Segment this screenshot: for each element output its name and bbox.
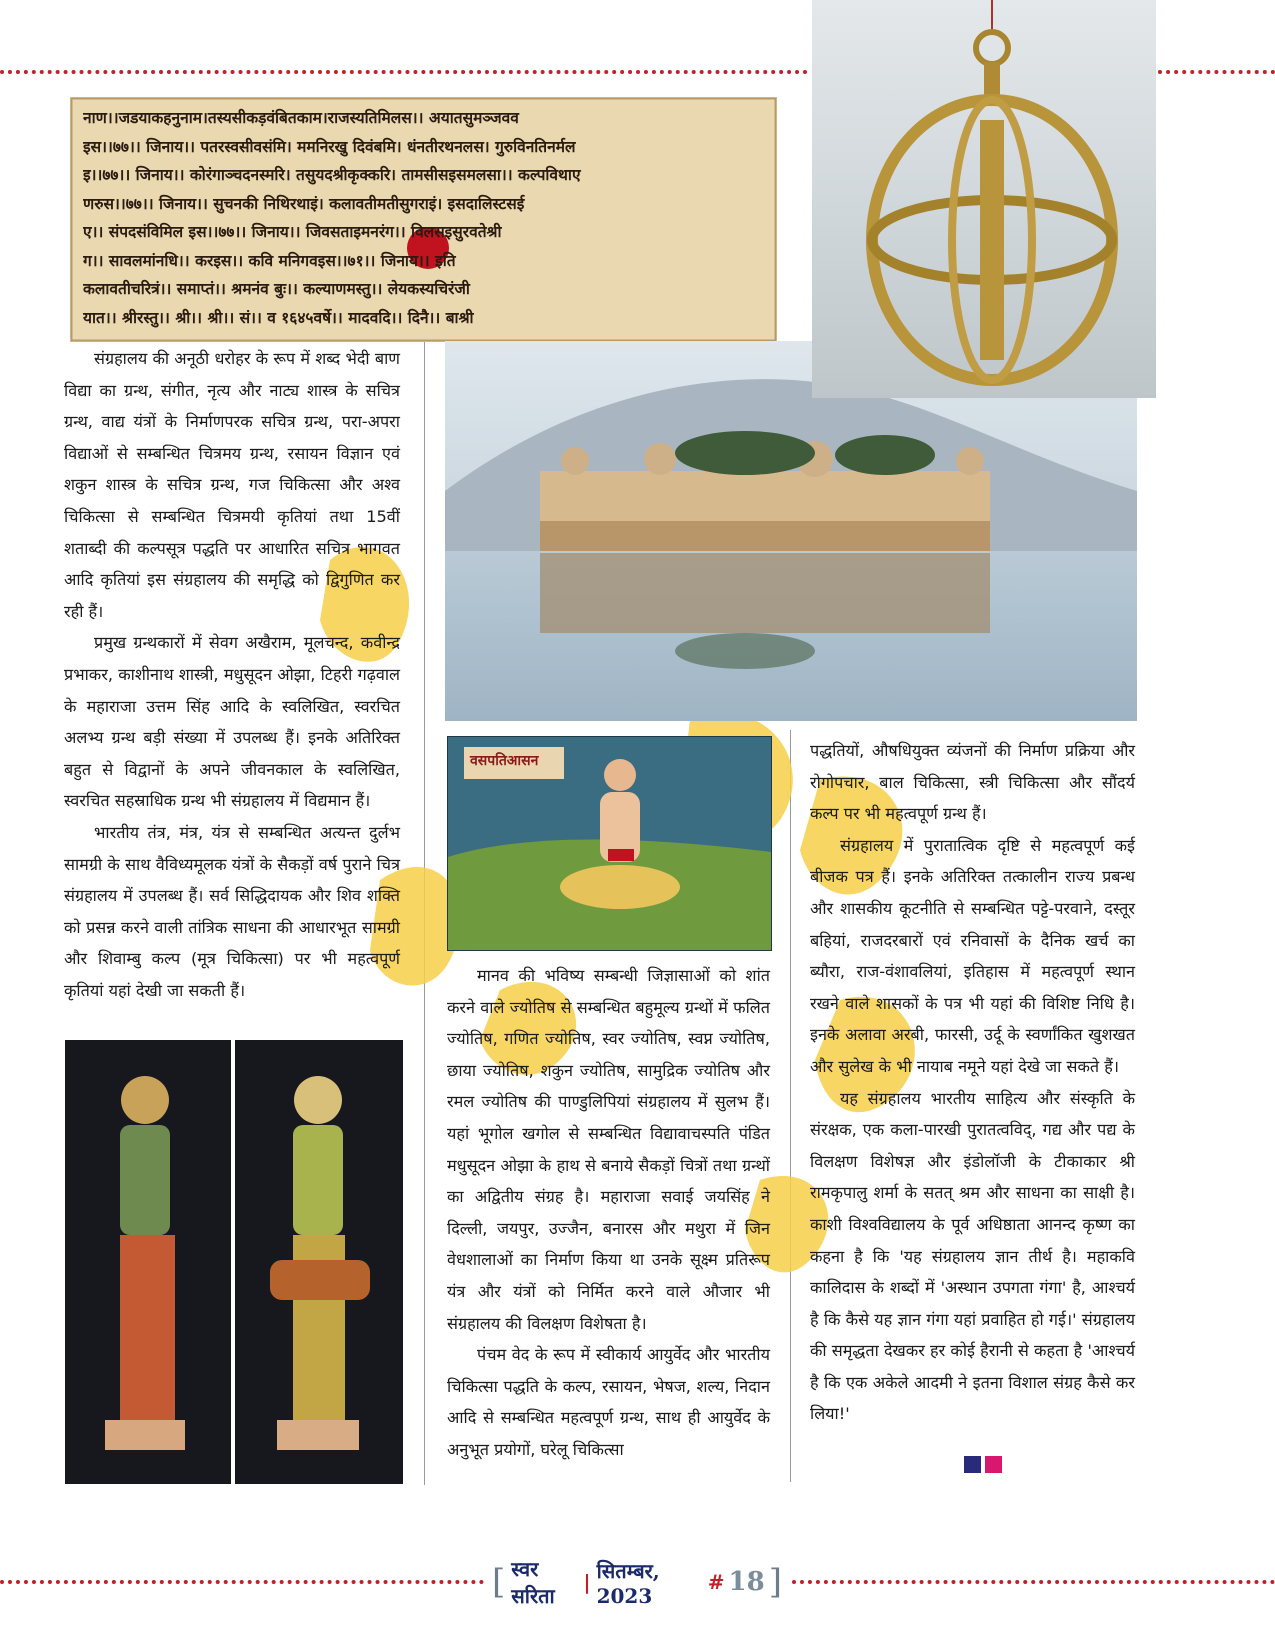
bracket-close-icon: ] [768,1562,782,1602]
manuscript-line: इस।।७७।। जिनाय।। पतरस्वसीवसंमि। ममनिरखु दिवंबमि। धंनतीरथनलस। गुरुविनतिनर्मल [83,137,576,156]
manuscript-line: कलावतीचरित्रं।। समाप्तं।। श्रमनंव बुः।। कल्याणमस्तु।। लेयकस्यचिरंजी [83,280,470,298]
page-number: 18 [728,1567,765,1597]
manuscript-text [83,104,763,332]
jal-mahal-photo [445,341,1137,721]
separator-bar-icon: | [583,1570,591,1594]
manuscript-image [70,97,777,342]
left-column-text [64,343,400,1006]
bracket-open-icon: [ [492,1562,506,1602]
issue-date: सितम्बर, 2023 [596,1558,660,1608]
manuscript-line: ए।। संपदसंविमिल इस।।७७।। जिनाय।। जिवसताइमनरंग।। विलसइसुरवतेश्री [83,223,502,241]
manuscript-line: णरुस।।७७।। जिनाय।। सुचनकी निथिरथाइं। कलावतीमतीसुगराइं। इसदालिस्टसई [83,194,525,213]
magazine-name: स्वर सरिता [511,1557,555,1608]
painting-label: वसपतिआसन [470,753,539,769]
hash-symbol: # [707,1570,725,1594]
paragraph: संग्रहालय की अनूठी धरोहर के रूप में शब्द भेदी बाण विद्या का ग्रन्थ, संगीत, नृत्य और नाट्य शास्त्र के सचित्र ग्रन्थ, वाद्य यंत्रों के निर्माणपरक सचित्र ग्रन्थ, परा-अपरा विद्याओं से सम्बन्धित चित्रमय ग्रन्थ, रसायन विज्ञान एवं शकुन शास्त्र के सचित्र ग्रन्थ, गज चिकित्सा और अश्व चिकित्सा से सम्बन्धित चित्रमयी कृतियां तथा 15वीं शताब्दी की कल्पसूत्र पद्धति पर आधारित सचित्र भागवत आदि कृतियां इस संग्रहालय की समृद्धि को द्विगुणित कर रही हैं। [64,349,400,621]
yogi-painting [447,736,772,951]
manuscript-line: यात।। श्रीरस्तु।। श्री।। श्री।। सं।। व १६४५वर्षे।। मादवदि।। दिनै।। बाश्री [83,308,474,327]
manuscript-line: नाण।।जडयाकहनुनाम।तस्यसीकड़वंबितकाम।राजस्यतिमिलस।। अयातसुमञ्जवव [83,109,519,127]
paragraph: भारतीय तंत्र, मंत्र, यंत्र से सम्बन्धित अत्यन्त दुर्लभ सामग्री के साथ वैविध्यमूलक यंत्रों के सैकड़ों वर्ष पुराने चित्र संग्रहालय में उपलब्ध हैं। सर्व सिद्धिदायक और शिव शक्ति को प्रसन्न करने वाली तांत्रिक साधना की आधारभूत सामग्री और शिवाम्बु कल्प (मूत्र चिकित्सा) पर भी महत्वपूर्ण कृतियां यहां देखी जा सकती हैं। [64,822,400,1000]
manuscript-line: ग।। सावलमांनधि।। करइस।। कवि मनिगवइस।।७१।। जिनाय।। इति [83,251,456,270]
paragraph: प्रमुख ग्रन्थकारों में सेवग अखैराम, मूलचन्द, कवीन्द्र प्रभाकर, काशीनाथ शास्त्री, मधुसूदन ओझा, टिहरी गढ़वाल के महाराजा उत्तम सिंह आदि के स्वलिखित, स्वरचित अलभ्य ग्रन्थ बड़ी संख्या में उपलब्ध हैं। इनके अतिरिक्त बहुत से विद्वानों के अपने जीवनकाल के स्वलिखित, स्वरचित सहस्राधिक ग्रन्थ भी संग्रहालय में विद्यमान हैं। [64,633,400,811]
paragraph: पद्धतियों, औषधियुक्त व्यंजनों की निर्माण प्रक्रिया और रोगोपचार, बाल चिकित्सा, स्त्री चिकित्सा और सौंदर्य कल्प पर भी महत्वपूर्ण ग्रन्थ हैं। [810,741,1135,824]
puppet-figures-photo [65,1040,403,1484]
right-column-text [810,735,1135,1430]
paragraph: यह संग्रहालय भारतीय साहित्य और संस्कृति के संरक्षक, एक कला-पारखी पुरातत्वविद्, गद्य और पद्य के विलक्षण विशेषज्ञ और इंडोलॉजी के टीकाकार श्री रामकृपालु शर्मा के सतत् श्रम और साधना का साक्षी है। काशी विश्वविद्यालय के पूर्व अधिष्ठाता आनन्द कृष्ण का कहना है कि 'यह संग्रहालय ज्ञान तीर्थ है। महाकवि कालिदास के शब्दों में 'अस्थान उपगता गंगा' है, आश्चर्य है कि कैसे यह ज्ञान गंगा यहां प्रवाहित हो गई।' संग्रहालय की समृद्धता देखकर हर कोई हैरानी से कहता है 'आश्चर्य है कि एक अकेले आदमी ने इतना विशाल संग्रह कैसे कर लिया!' [810,1088,1135,1424]
paragraph: संग्रहालय में पुरातात्विक दृष्टि से महत्वपूर्ण कई बीजक पत्र हैं। इनके अतिरिक्त तत्कालीन राज्य प्रबन्ध और शासकीय कूटनीति से सम्बन्धित पट्टे-परवाने, दस्तूर बहियां, राजदरबारों एवं रनिवासों के दैनिक खर्च का ब्यौरा, राज-वंशावलियां, इतिहास में महत्वपूर्ण स्थान रखने वाले शासकों के पत्र भी यहां की विशिष्ट निधि है। इनके अलावा अरबी, फारसी, उर्दू के स्वर्णांकित खुशखत और सुलेख के भी नायाब नमूने यहां देखे जा सकते हैं। [810,835,1135,1076]
middle-column-text [447,960,770,1466]
paragraph: मानव की भविष्य सम्बन्धी जिज्ञासाओं को शांत करने वाले ज्योतिष से सम्बन्धित बहुमूल्य ग्रन्थों में फलित ज्योतिष, गणित ज्योतिष, स्वर ज्योतिष, स्वप्न ज्योतिष, छाया ज्योतिष, शकुन ज्योतिष, सामुद्रिक ज्योतिष और रमल ज्योतिष की पाण्डुलिपियां संग्रहालय में सुलभ हैं। यहां भूगोल खगोल से सम्बन्धित विद्यावाचस्पति पंडित मधुसूदन ओझा के हाथ से बनाये सैकड़ों चित्रों तथा ग्रन्थों का अद्वितीय संग्रह है। महाराजा सवाई जयसिंह ने दिल्ली, जयपुर, उज्जैन, बनारस और मथुरा में जिन वेधशालाओं का निर्माण किया था उनके सूक्ष्म प्रतिरूप यंत्र और यंत्रों को निर्मित करने वाले औजार भी संग्रहालय की विलक्षण विशेषता है। [447,966,770,1333]
paragraph: पंचम वेद के रूप में स्वीकार्य आयुर्वेद और भारतीय चिकित्सा पद्धति के कल्प, रसायन, भेषज, शल्य, निदान आदि से सम्बन्धित महत्वपूर्ण ग्रन्थ, साथ ही आयुर्वेद के अनुभूत प्रयोगों, घरेलू चिकित्सा [447,1345,770,1459]
manuscript-line: इ।।७७।। जिनाय।। कोरंगाञ्चदनस्मरि। तसुयदश्रीकृक्करि। तामसीसइसमलसा।। कल्पविथाए [83,166,581,184]
armillary-sphere-photo [812,0,1156,398]
